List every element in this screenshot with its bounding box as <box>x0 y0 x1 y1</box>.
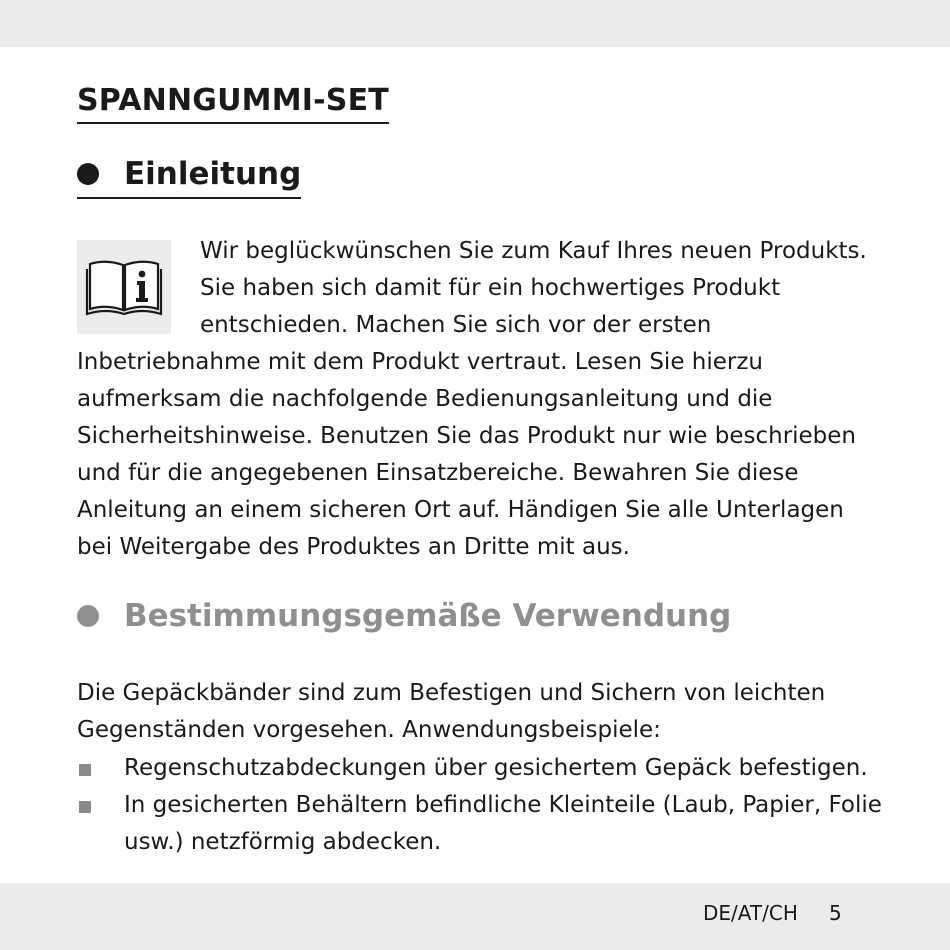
list-bullet-square-icon <box>79 764 91 776</box>
section-heading-introduction <box>77 152 301 199</box>
list-item-text: In gesicherten Behältern befindliche Kleinteile (Laub, Papier, Folie <box>124 792 882 818</box>
intro-text-line: Sicherheitshinweise. Benutzen Sie das Produkt nur wie beschrieben <box>77 423 857 449</box>
page-top-band <box>0 0 950 47</box>
list-item-text: usw.) netzförmig abdecken. <box>124 829 442 855</box>
document-title: SPANNGUMMI-SET <box>77 80 389 124</box>
section-heading-label: Bestimmungsgemäße Verwendung <box>124 598 732 634</box>
usage-text-line: Gegenständen vorgesehen. Anwendungsbeispiele: <box>77 717 661 743</box>
intro-text-line: Sie haben sich damit für ein hochwertiges Produkt <box>200 275 781 301</box>
footer-language-codes: DE/AT/CH <box>703 901 798 925</box>
intro-text-line: Wir beglückwünschen Sie zum Kauf Ihres neuen Produkts. <box>200 238 867 264</box>
info-manual-icon <box>77 240 171 334</box>
intro-text-line: Inbetriebnahme mit dem Produkt vertraut. Lesen Sie hierzu <box>77 349 764 375</box>
bullet-dot-icon <box>77 163 99 185</box>
intro-text-line: bei Weitergabe des Produktes an Dritte mit aus. <box>77 534 630 560</box>
intro-text-line: aufmerksam die nachfolgende Bedienungsanleitung und die <box>77 386 773 412</box>
section-heading-label: Einleitung <box>124 156 302 192</box>
list-item-text: Regenschutzabdeckungen über gesichertem Gepäck befestigen. <box>124 755 868 781</box>
page-footer-band <box>0 883 950 950</box>
intro-text-line: Anleitung an einem sicheren Ort auf. Händigen Sie alle Unterlagen <box>77 497 844 523</box>
open-book-icon <box>84 256 164 318</box>
page-number: 5 <box>829 901 842 925</box>
intro-text-line: und für die angegebenen Einsatzbereiche. Bewahren Sie diese <box>77 460 799 486</box>
section-heading-intended-use <box>77 594 731 638</box>
intro-text-line: entschieden. Machen Sie sich vor der ersten <box>200 312 712 338</box>
list-bullet-square-icon <box>79 801 91 813</box>
usage-text-line: Die Gepäckbänder sind zum Befestigen und Sichern von leichten <box>77 680 826 706</box>
bullet-dot-icon <box>77 605 99 627</box>
